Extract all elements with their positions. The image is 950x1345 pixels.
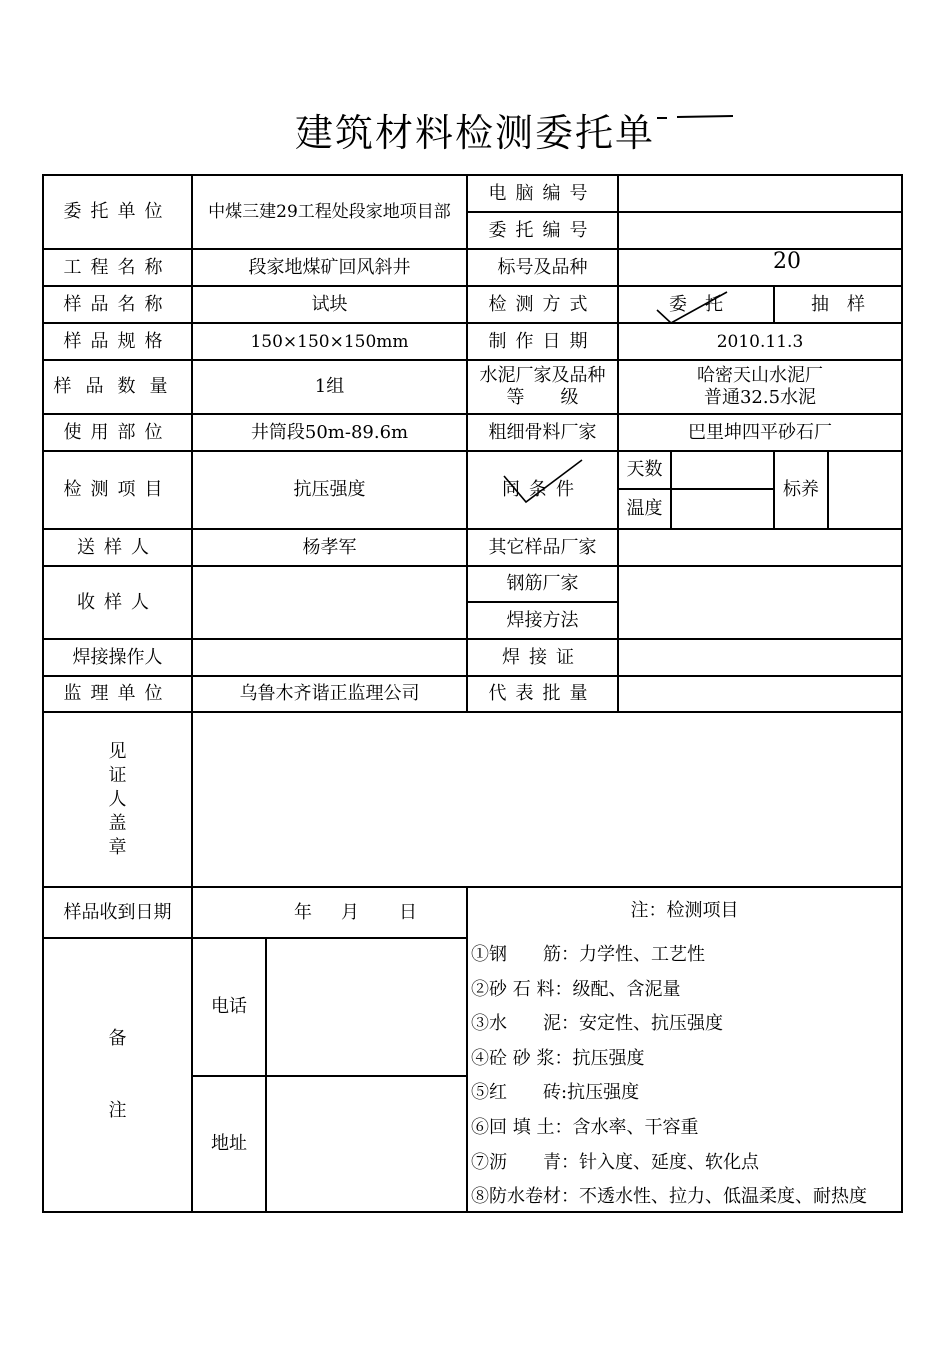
note-item: ⑤红 砖:抗压强度 xyxy=(471,1082,640,1104)
label-cement-line1: 水泥厂家及品种 xyxy=(479,365,606,386)
label-temperature: 温度 xyxy=(626,498,663,519)
note-item: ①钢 筋：力学性、工艺性 xyxy=(471,944,705,965)
value-make-date: 2010.11.3 xyxy=(716,331,804,352)
label-sample-spec: 样品规格 xyxy=(63,330,172,352)
witness-char: 盖 xyxy=(108,812,127,834)
checkmark-icon xyxy=(655,290,730,326)
witness-char: 人 xyxy=(108,788,127,810)
label-address: 地址 xyxy=(211,1133,247,1154)
label-client: 委托单位 xyxy=(63,201,172,222)
value-weld-cert[interactable] xyxy=(619,640,901,675)
value-phone[interactable] xyxy=(267,939,466,1075)
label-weld-cert: 焊接证 xyxy=(502,646,583,668)
value-usage: 井筒段50m-89.6m xyxy=(250,421,409,443)
witness-char: 证 xyxy=(108,764,127,786)
value-cement xyxy=(619,361,901,413)
label-remarks xyxy=(44,939,191,1211)
option-entrust[interactable]: 委 托 xyxy=(669,293,723,315)
label-sample-name: 样品名称 xyxy=(63,293,172,315)
note-item: ④砼 砂 浆：抗压强度 xyxy=(471,1047,645,1069)
label-make-date: 制作日期 xyxy=(488,330,597,352)
value-aggregate: 巴里坤四平砂石厂 xyxy=(688,421,832,443)
value-sample-qty: 1组 xyxy=(314,376,345,397)
value-cement-line2: 普通32.5水泥 xyxy=(703,387,817,408)
label-rebar-maker: 钢筋厂家 xyxy=(506,573,579,594)
notes-heading: 注：检测项目 xyxy=(630,900,739,921)
label-phone: 电话 xyxy=(211,996,247,1017)
value-temperature[interactable] xyxy=(672,490,773,528)
label-weld-method: 焊接方法 xyxy=(506,609,579,631)
label-project: 工程名称 xyxy=(63,256,172,278)
label-usage: 使用部位 xyxy=(63,421,172,443)
value-received-date[interactable] xyxy=(193,888,466,937)
title-stroke-mark xyxy=(655,110,735,122)
label-receiver: 收样人 xyxy=(77,591,158,613)
witness-char: 见 xyxy=(108,740,127,762)
label-cement-line2: 等 级 xyxy=(506,387,579,408)
value-address[interactable] xyxy=(267,1077,466,1211)
label-supervisor: 监理单位 xyxy=(63,683,172,704)
date-month: 月 xyxy=(341,901,359,923)
value-project: 段家地煤矿回风斜井 xyxy=(248,256,411,278)
value-rebar-maker[interactable] xyxy=(619,567,901,638)
note-item: ⑦沥 青：针入度、延度、软化点 xyxy=(471,1151,759,1173)
label-curing: 标养 xyxy=(783,479,819,500)
label-computer-no: 电脑编号 xyxy=(488,182,597,204)
label-received-date: 样品收到日期 xyxy=(63,901,172,923)
label-welder: 焊接操作人 xyxy=(72,646,163,668)
value-batch[interactable] xyxy=(619,677,901,711)
witness-char: 章 xyxy=(108,836,127,858)
value-sample-name: 试块 xyxy=(311,293,348,315)
value-supervisor: 乌鲁木齐谐正监理公司 xyxy=(239,683,420,704)
note-item: ②砂 石 料：级配、含泥量 xyxy=(471,978,681,1000)
value-grade: 20 xyxy=(773,248,801,274)
value-days[interactable] xyxy=(672,452,773,488)
date-year: 年 xyxy=(294,901,312,923)
label-aggregate: 粗细骨料厂家 xyxy=(488,421,597,443)
page-title: 建筑材料检测委托单 xyxy=(294,111,655,155)
note-item: ⑧防水卷材：不透水性、拉力、低温柔度、耐热度 xyxy=(471,1186,867,1208)
label-grade: 标号及品种 xyxy=(497,256,588,278)
label-witness xyxy=(44,713,191,886)
label-client-no: 委托编号 xyxy=(488,219,597,241)
value-welder[interactable] xyxy=(193,640,466,675)
label-cement xyxy=(468,361,617,413)
date-day: 日 xyxy=(399,901,417,923)
label-test-item: 检测项目 xyxy=(63,479,172,500)
condition-checkmark-icon xyxy=(500,458,585,506)
remarks-char: 注 xyxy=(108,1100,127,1121)
label-sample-qty: 样品数量 xyxy=(53,376,182,397)
label-method: 检测方式 xyxy=(488,293,597,315)
notes-list xyxy=(469,938,901,1215)
label-condition: 同条件 xyxy=(502,479,583,500)
value-client-no[interactable] xyxy=(619,213,901,248)
witness-seal-area[interactable] xyxy=(193,713,901,886)
value-computer-no[interactable] xyxy=(619,176,901,211)
value-sample-spec: 150×150×150mm xyxy=(250,331,409,352)
value-sender: 杨孝军 xyxy=(302,536,357,558)
label-days: 天数 xyxy=(626,459,663,480)
label-batch: 代表批量 xyxy=(488,683,597,704)
value-receiver[interactable] xyxy=(193,567,466,638)
note-item: ③水 泥：安定性、抗压强度 xyxy=(471,1013,723,1035)
value-cement-line1: 哈密天山水泥厂 xyxy=(697,365,823,386)
value-other-maker[interactable] xyxy=(619,530,901,565)
note-item: ⑥回 填 土：含水率、干容重 xyxy=(471,1116,699,1138)
value-test-item: 抗压强度 xyxy=(293,479,366,500)
remarks-char: 备 xyxy=(108,1028,127,1049)
label-other-maker: 其它样品厂家 xyxy=(488,536,597,558)
option-sampling[interactable]: 抽 样 xyxy=(811,293,865,315)
value-client: 中煤三建29工程处段家地项目部 xyxy=(208,202,451,222)
label-sender: 送样人 xyxy=(77,536,158,558)
